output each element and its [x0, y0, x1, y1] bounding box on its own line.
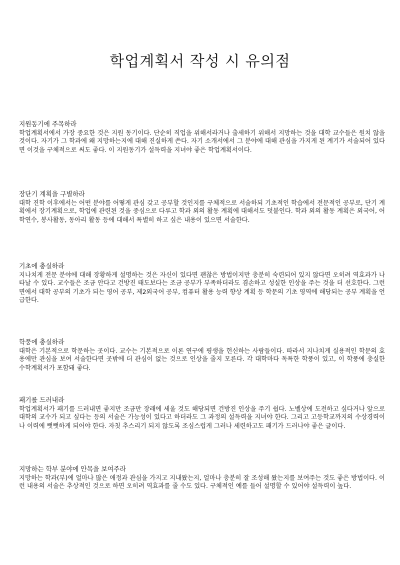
- section-heading: 장단기 계획을 구별하라: [19, 190, 85, 198]
- document-title: 학업계획서 작성 시 유의점: [109, 52, 291, 70]
- section-academic-tradition: [19, 338, 385, 373]
- section-body: 대학 진학 이후에서는 어떤 분야를 어떻게 관심 갖고 공부할 것인지를 구체적으로 서술하되 기초적인 학습에서 전문적인 공부로, 단기 계획에서 장기계획으로, 학업에 관련된 것을 중심으로 다루고 학과 외의 활동 계획에 대해서도 덧붙인다. 학과 외의 활동 계획은 외국어, 어학연수, 봉사활동, 동아리 활동 등에 대해서 특별히 하고 싶은 내용이 있으면 서술한다.: [19, 199, 385, 224]
- section-plans: [19, 190, 385, 225]
- section-heading: 지원동기에 주목하라: [19, 120, 77, 128]
- section-body: 학업계획서가 패기를 드러내면 좋지만 조금만 장래에 세울 것도 해당되면 건방진 인상을 주기 쉽다. 노벨상에 도전하고 싶다거나 앞으로 대학의 교수가 되고 싶다는 등의 서술은 가능성이 있다고 하더라도 그 과정의 설득력을 지녀야 한다. 그리고 고등학교까지의 수상경력이나 이력에 뻣뻣하게 되어야 한다. 자칫 추스리기 되지 않도록 조심스럽게 그러나 세련하고도 패기가 드러나야 좋은 글이다.: [19, 405, 385, 430]
- section-heading: 학풍에 충실하라: [19, 338, 65, 346]
- section-body: 지망하는 학과(부)에 얼마나 많은 애정과 관심을 가지고 지내왔는지, 얼마나 충분히 잘 조성해 왔는지를 보여주는 것도 좋은 방법이다. 이런 내용의 서술은 추상적인 것으로 하면 오히려 역효과를 줄 수도 있다. 구체적인 예를 들어 설명할 수 있어야 설득력이 높다.: [19, 474, 385, 491]
- section-basics: [19, 262, 385, 306]
- section-ambition: [19, 396, 385, 431]
- section-motivation: [19, 120, 385, 155]
- section-heading: 기초에 충실하라: [19, 262, 65, 270]
- section-body: 지나치게 전문 분야에 대해 장황하게 설명하는 것은 자신이 있다면 괜찮은 방법이지만 충분히 숙련되어 있지 않다면 오히려 역효과가 나타날 수 있다. 교수들은 조금 안다고 건방진 태도보다는 조금 공부가 부족하더라도 겸손하고 성실한 인상을 주는 것을 더 선호한다. 그런 면에서 대학 공부의 기초가 되는 영어 공부, 제2외국어 공부, 컴퓨터 활용 능력 향상 계획 등 학문의 기초 영역에 해당되는 공부 계획을 언급한다.: [19, 271, 385, 305]
- section-heading: 지망하는 학부 분야에 안목을 보여주라: [19, 465, 126, 473]
- section-body: 학업계획서에서 가장 중요한 것은 지원 동기이다. 단순히 직업을 위해서라거나 출세하기 위해서 지망하는 것을 대학 교수들은 원치 않을 것이다. 자기가 그 학과에 왜 지망하는지에 대해 진실하게 쓴다. 자기 소개서에서 그 분야에 대해 관심을 가지게 된 계기가 서술되어 있다면 이것을 구체적으로 써도 좋다. 이 지원동기가 설득력을 지녀야 좋은 학업계획서이다.: [19, 129, 385, 154]
- section-body: 대학은 기본적으로 학문하는 곳이다. 교수는 기본적으로 이론 연구에 평생을 헌신하는 사람들이다. 따라서 지나치게 실용적인 학문의 효용에만 관심을 보여 서술한다면 곳밖에 더 관심이 없는 것으로 인상을 줄지 모른다. 각 대학마다 독특한 학풍이 있고, 이 학풍에 충실한 수학계획서가 포함돼 좋다.: [19, 347, 385, 372]
- section-heading: 패기를 드러내라: [19, 396, 65, 404]
- section-insight: [19, 465, 385, 492]
